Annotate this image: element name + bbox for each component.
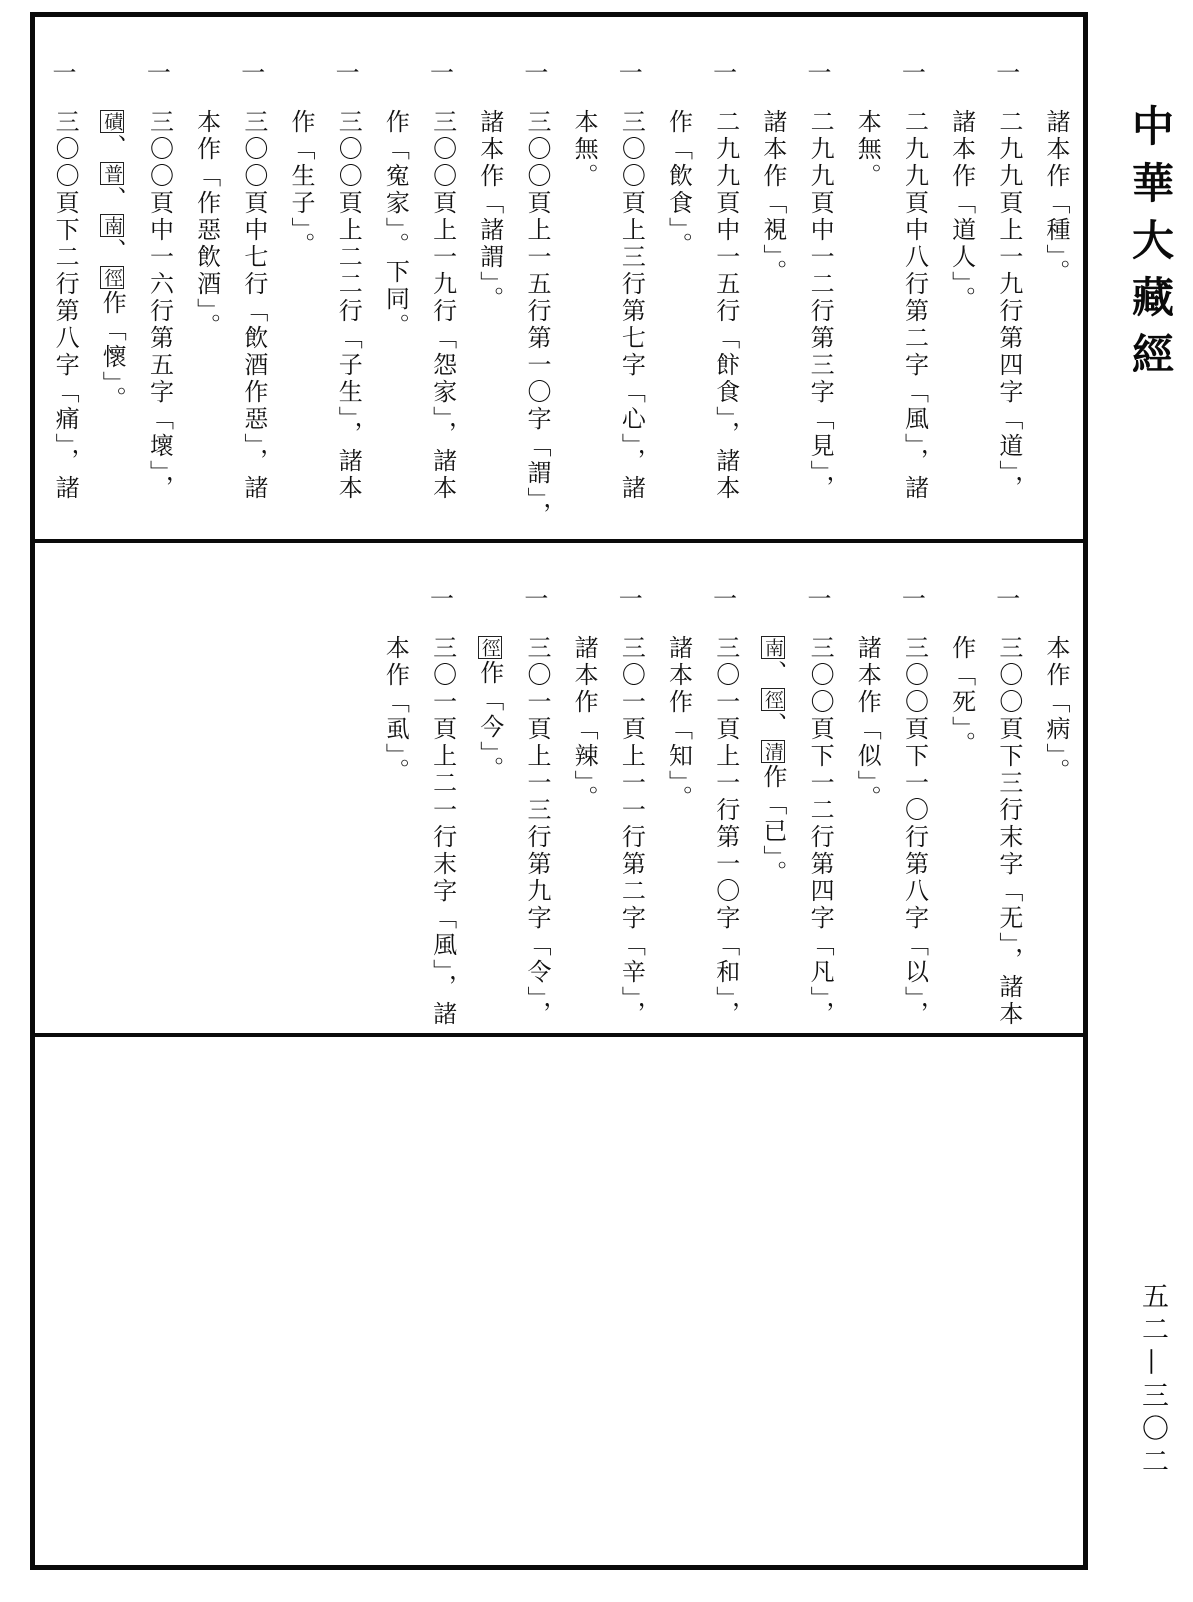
text-column — [749, 543, 796, 1033]
entry-dash-marker: 一 — [52, 59, 77, 87]
column-text: 三〇〇頁下三行末字「无」，諸本 — [994, 635, 1023, 1028]
entry-dash-marker: 一 — [335, 59, 360, 87]
column-text: 三〇〇頁下一〇行第八字「以」， — [900, 635, 929, 1028]
column-text: 三〇一頁上一一行第二字「辛」， — [617, 635, 646, 1028]
column-text: 諸本作「似」。 — [853, 635, 882, 812]
edition-name-boxed: 徑 — [761, 690, 784, 709]
text-column — [277, 17, 324, 539]
column-text: 作「死」。 — [947, 635, 976, 758]
column-text: 二九九頁中一二行第三字「見」， — [806, 109, 835, 502]
text-column — [371, 17, 418, 539]
edition-name-boxed: 南 — [101, 216, 124, 235]
text-column — [796, 543, 843, 1033]
column-text: 諸本作「種」。 — [1042, 109, 1070, 286]
column-text: 三〇〇頁上一五行第一〇字「謂」， — [522, 109, 551, 529]
text-column — [182, 17, 229, 539]
text-column — [1032, 17, 1079, 539]
text-column — [985, 17, 1032, 539]
column-text: 作「寃家」。下同。 — [381, 109, 410, 340]
text-column — [985, 543, 1032, 1033]
entry-dash-marker: 一 — [901, 59, 926, 87]
text-column — [560, 543, 607, 1033]
entry-dash-marker: 一 — [901, 585, 926, 613]
text-column — [230, 17, 277, 539]
entry-dash-marker: 一 — [429, 59, 454, 87]
entry-dash-marker: 一 — [807, 585, 832, 613]
entry-dash-marker: 一 — [996, 59, 1021, 87]
edition-name-boxed: 徑 — [101, 268, 124, 287]
entry-dash-marker: 一 — [713, 585, 738, 613]
entry-dash-marker: 一 — [429, 585, 454, 613]
column-text: 本無。 — [853, 109, 882, 190]
text-column — [654, 543, 701, 1033]
column-text: 諸本作「辣」。 — [570, 635, 599, 812]
text-column — [466, 17, 513, 539]
canon-title: 中華大藏經 — [1126, 104, 1175, 389]
column-text: 三〇一頁上二一行末字「風」，諸 — [428, 635, 457, 1028]
entry-dash-marker: 一 — [807, 59, 832, 87]
section-empty-bottom — [35, 1037, 1083, 1557]
section-collation-notes-middle — [35, 543, 1083, 1037]
text-column — [88, 17, 135, 539]
column-text: 三〇〇頁上一九行「怨家」，諸本 — [428, 109, 457, 502]
entry-dash-marker: 一 — [524, 59, 549, 87]
text-column — [324, 17, 371, 539]
column-text: 本無。 — [570, 109, 599, 190]
edition-name-boxed: 磧 — [101, 112, 124, 131]
column-text: 諸本作「視」。 — [758, 109, 787, 286]
text-column — [371, 543, 418, 1033]
column-text: 作「生子」。 — [287, 109, 315, 259]
edition-name-boxed: 徑 — [478, 638, 501, 657]
text-column — [466, 543, 513, 1033]
column-text: 諸本作「知」。 — [664, 635, 693, 812]
text-column — [702, 543, 749, 1033]
column-text: 諸本作「道人」。 — [947, 109, 976, 313]
column-text: 磧、普、南、徑作「懷」。 — [98, 112, 127, 413]
text-column — [937, 543, 984, 1033]
text-column — [749, 17, 796, 539]
edition-name-boxed: 南 — [761, 638, 784, 657]
edition-name-boxed: 普 — [101, 164, 124, 183]
column-text: 三〇〇頁中一六行第五字「壞」， — [145, 109, 174, 502]
text-column — [135, 17, 182, 539]
page-border-frame — [30, 12, 1088, 1570]
text-column — [890, 543, 937, 1033]
column-text: 三〇一頁上一三行第九字「令」， — [522, 635, 551, 1028]
column-text: 諸本作「諸謂」。 — [475, 109, 504, 313]
column-text: 二九九頁上一九行第四字「道」， — [994, 109, 1023, 502]
entry-dash-marker: 一 — [713, 59, 738, 87]
text-column — [607, 543, 654, 1033]
column-text: 三〇〇頁中七行「飲酒作惡」，諸 — [239, 109, 268, 502]
entry-dash-marker: 一 — [618, 59, 643, 87]
entry-dash-marker: 一 — [618, 585, 643, 613]
text-column — [513, 17, 560, 539]
text-column — [937, 17, 984, 539]
section-collation-notes-top — [35, 17, 1083, 543]
entry-dash-marker: 一 — [524, 585, 549, 613]
text-column — [654, 17, 701, 539]
text-column — [418, 17, 465, 539]
column-text: 本作「作惡飲酒」。 — [192, 109, 221, 340]
volume-page-number: 五二—三〇二 — [1137, 1282, 1168, 1480]
column-text: 三〇〇頁上二二行「子生」，諸本 — [334, 109, 363, 502]
text-column — [418, 543, 465, 1033]
text-column — [1032, 543, 1079, 1033]
column-text: 徑作「今」。 — [475, 638, 504, 783]
column-text: 本作「虱」。 — [381, 635, 410, 785]
column-text: 三〇〇頁下二行第八字「痛」，諸 — [51, 109, 80, 502]
column-text: 三〇一頁上一行第一〇字「和」， — [711, 635, 740, 1028]
text-column — [843, 17, 890, 539]
column-text: 三〇〇頁上三行第七字「心」，諸 — [617, 109, 646, 502]
text-column — [796, 17, 843, 539]
text-column — [560, 17, 607, 539]
text-column — [513, 543, 560, 1033]
text-column — [843, 543, 890, 1033]
column-text: 本作「病」。 — [1042, 635, 1070, 785]
text-column — [41, 17, 88, 539]
entry-dash-marker: 一 — [146, 59, 171, 87]
text-column — [607, 17, 654, 539]
column-text: 三〇〇頁下一二行第四字「凡」， — [806, 635, 835, 1028]
text-column — [890, 17, 937, 539]
text-column — [702, 17, 749, 539]
column-text: 二九九頁中八行第二字「風」，諸 — [900, 109, 929, 502]
column-text: 南、徑、清作「已」。 — [758, 638, 787, 887]
entry-dash-marker: 一 — [996, 585, 1021, 613]
edition-name-boxed: 清 — [761, 742, 784, 761]
column-text: 二九九頁中一五行「飰食」，諸本 — [711, 109, 740, 502]
column-text: 作「飲食」。 — [664, 109, 693, 259]
entry-dash-marker: 一 — [241, 59, 266, 87]
